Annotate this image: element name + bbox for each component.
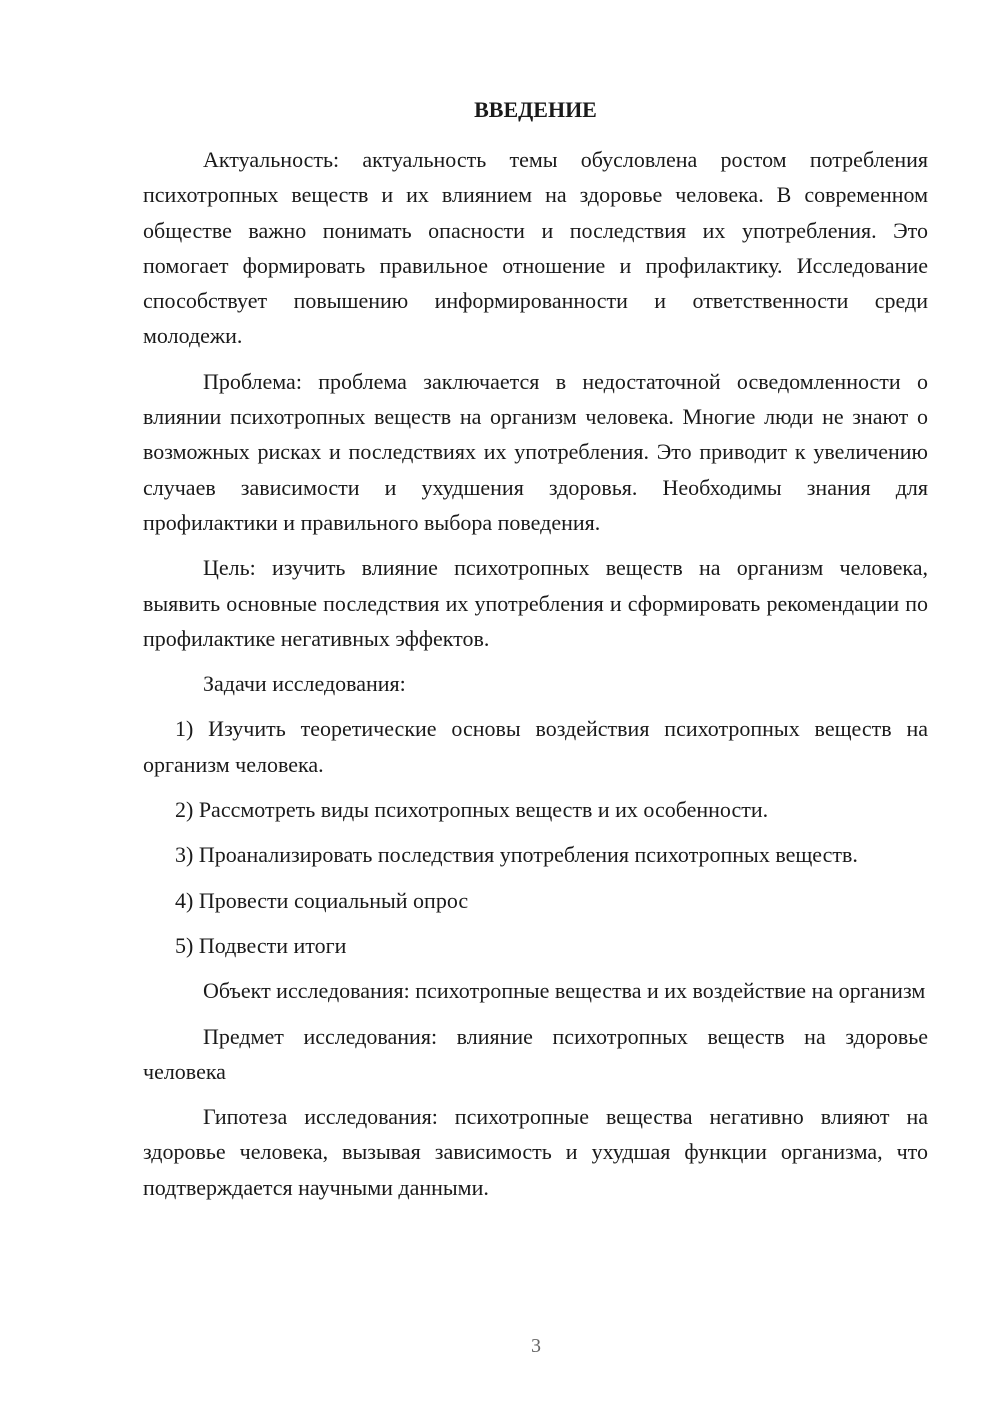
paragraph-goal: Цель: изучить влияние психотропных веществ на организм человека, выявить основные последствия их употребления и сформировать рекомендации по профилактике негативных эффектов.: [143, 555, 928, 651]
paragraph-hypothesis: Гипотеза исследования: психотропные вещества негативно влияют на здоровье человека, вызывая зависимость и ухудшая функции организма, что подтверждается научными данными.: [143, 1104, 928, 1200]
task-item-4: 4) Провести социальный опрос: [175, 887, 469, 913]
document-title: ВВЕДЕНИЕ: [474, 97, 597, 122]
task-item-1: 1) Изучить теоретические основы воздействия психотропных веществ на организм человека.: [143, 716, 928, 777]
paragraph-relevance: Актуальность: актуальность темы обусловлена ростом потребления психотропных веществ и их влиянием на здоровье человека. В современном обществе важно понимать опасности и последствия их употребления. Это помогает формировать правильное отношение и профилактику. Исследование способствует повышению информированности и ответственности среди молодежи.: [143, 147, 928, 349]
paragraph-problem: Проблема: проблема заключается в недостаточной осведомленности о влиянии психотропных веществ на организм человека. Многие люди не знают о возможных рисках и последствиях их употребления. Это приводит к увеличению случаев зависимости и ухудшения здоровья. Необходимы знания для профилактики и правильного выбора поведения.: [143, 368, 928, 535]
task-item-3: 3) Проанализировать последствия употребления психотропных веществ.: [175, 842, 858, 868]
paragraph-subject: Предмет исследования: влияние психотропных веществ на здоровье человека: [143, 1023, 928, 1084]
task-item-2: 2) Рассмотреть виды психотропных веществ и их особенности.: [175, 797, 769, 823]
task-item-5: 5) Подвести итоги: [175, 932, 347, 958]
page-number: 3: [531, 1335, 541, 1357]
tasks-heading: Задачи исследования:: [203, 671, 406, 697]
document-page: [143, 92, 928, 1215]
paragraph-object: Объект исследования: психотропные вещества и их воздействие на организм: [203, 978, 926, 1004]
